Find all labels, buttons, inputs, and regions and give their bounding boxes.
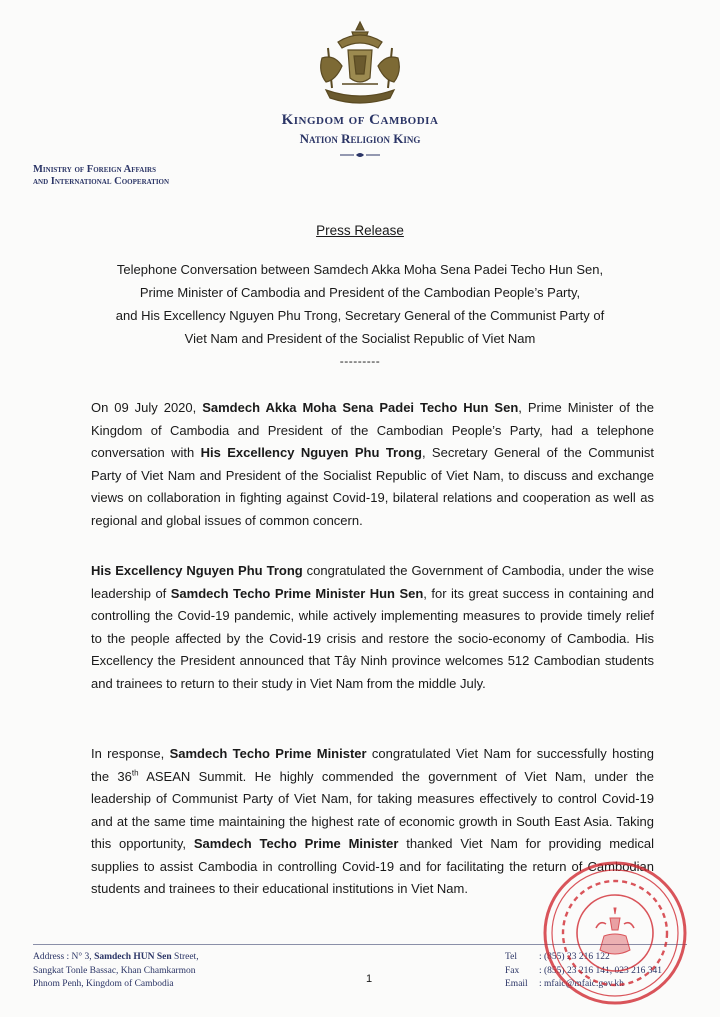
bold-text-run: Samdech Techo Prime Minister Hun Sen xyxy=(170,585,424,601)
text-run: In response, xyxy=(91,746,170,761)
text-run: congratulated the Government of Cambodia, under the wise leadership of xyxy=(91,563,654,601)
text-run: , Secretary General of the Communist Party of Viet Nam and President of the Socialist Republic of Viet Nam, to discuss and exchange views on collaboration in fighting against Covid-19, bilateral relations and cooperation as well as regional and global issues of common concern. xyxy=(91,445,655,528)
title-line: Prime Minister of Cambodia and President of the Cambodian People’s Party, xyxy=(139,285,581,300)
ministry-name xyxy=(33,164,169,188)
page-number: 1 xyxy=(366,973,373,985)
footer-divider xyxy=(33,944,687,945)
paragraph-1 xyxy=(91,397,654,532)
text-run: , Prime Minister of the Kingdom of Cambodia and President of the Cambodian People’s Party, had a telephone conversation with xyxy=(91,400,654,460)
title-line: Telephone Conversation between Samdech Akka Moha Sena Padei Techo Hun Sen, xyxy=(116,262,604,277)
text-run: On 09 July 2020, xyxy=(91,400,203,415)
address-line-1 xyxy=(33,951,199,965)
bold-text-run: Samdech Techo Prime Minister xyxy=(193,836,399,851)
text-run: , for its great success in containing and controlling the Covid-19 pandemic, while actively implementing measures to provide timely relief to the people affected by the Covid-19 crisis and restore the socio-economy of Cambodia. His Excellency the President announced that Tây Ninh province welcomes 512 Cambodian students and trainees to return to their study in Viet Nam from the middle July. xyxy=(91,585,654,691)
paragraph-2 xyxy=(91,560,654,695)
footer-contact xyxy=(505,951,662,992)
tel-label: Tel xyxy=(505,952,517,962)
email-value: : mfaic@mfaic.gov.kh xyxy=(539,979,624,989)
fax-line xyxy=(505,965,662,979)
address-label: Address : N° 3, xyxy=(33,952,95,962)
text-run: thanked Viet Nam for providing medical supplies to assist Cambodia in controlling Covid-19 and for facilitating the return of Cambodian students and trainees to their educational institutions in Viet Nam. xyxy=(91,836,654,896)
ministry-line-1: Ministry of Foreign Affairs xyxy=(33,164,157,175)
paragraph-3 xyxy=(91,743,654,901)
text-run: congratulated Viet Nam for successfully hosting the 36 xyxy=(91,746,655,784)
kingdom-name: Kingdom of Cambodia xyxy=(281,112,439,128)
bold-text-run: His Excellency Nguyen Phu Trong xyxy=(91,563,303,578)
royal-coat-of-arms-icon xyxy=(308,18,412,106)
email-label: Email xyxy=(505,979,528,989)
address-line-2: Sangkat Tonle Bassac, Khan Chamkarmon xyxy=(33,965,196,976)
fax-value: : (855) 23 216 141, 023 216 341 xyxy=(539,965,662,976)
address-street-suffix: Street, xyxy=(171,952,199,962)
bold-text-run: Samdech Techo Prime Minister xyxy=(169,746,367,761)
press-release-heading: Press Release xyxy=(316,223,404,238)
footer-address xyxy=(33,951,199,992)
fax-label: Fax xyxy=(505,965,520,976)
bold-text-run: Samdech Akka Moha Sena Padei Techo Hun Sen xyxy=(202,400,519,415)
address-line-3: Phnom Penh, Kingdom of Cambodia xyxy=(33,979,174,989)
release-title xyxy=(60,258,660,350)
title-line: Viet Nam and President of the Socialist Republic of Viet Nam xyxy=(184,331,536,346)
tel-value: : (855) 23 216 122 xyxy=(539,952,610,962)
text-run: ASEAN Summit. He highly commended the government of Viet Nam, under the leadership of Communist Party of Viet Nam, for taking measures effectively to control Covid-19 and at the same time maintaining the highest rate of economic growth in South East Asia. Taking this opportunity, xyxy=(91,768,654,851)
tel-line xyxy=(505,951,662,965)
separator-line: --------- xyxy=(339,354,381,368)
bold-text-run: His Excellency Nguyen Phu Trong xyxy=(200,445,422,460)
title-line: and His Excellency Nguyen Phu Trong, Secretary General of the Communist Party of xyxy=(115,308,605,323)
national-motto: Nation Religion King xyxy=(299,131,421,146)
flourish-divider-icon xyxy=(338,151,382,159)
address-street-name: Samdech HUN Sen xyxy=(94,952,172,962)
ministry-line-2: and International Cooperation xyxy=(33,176,170,187)
superscript: th xyxy=(131,768,139,778)
email-line xyxy=(505,978,662,992)
